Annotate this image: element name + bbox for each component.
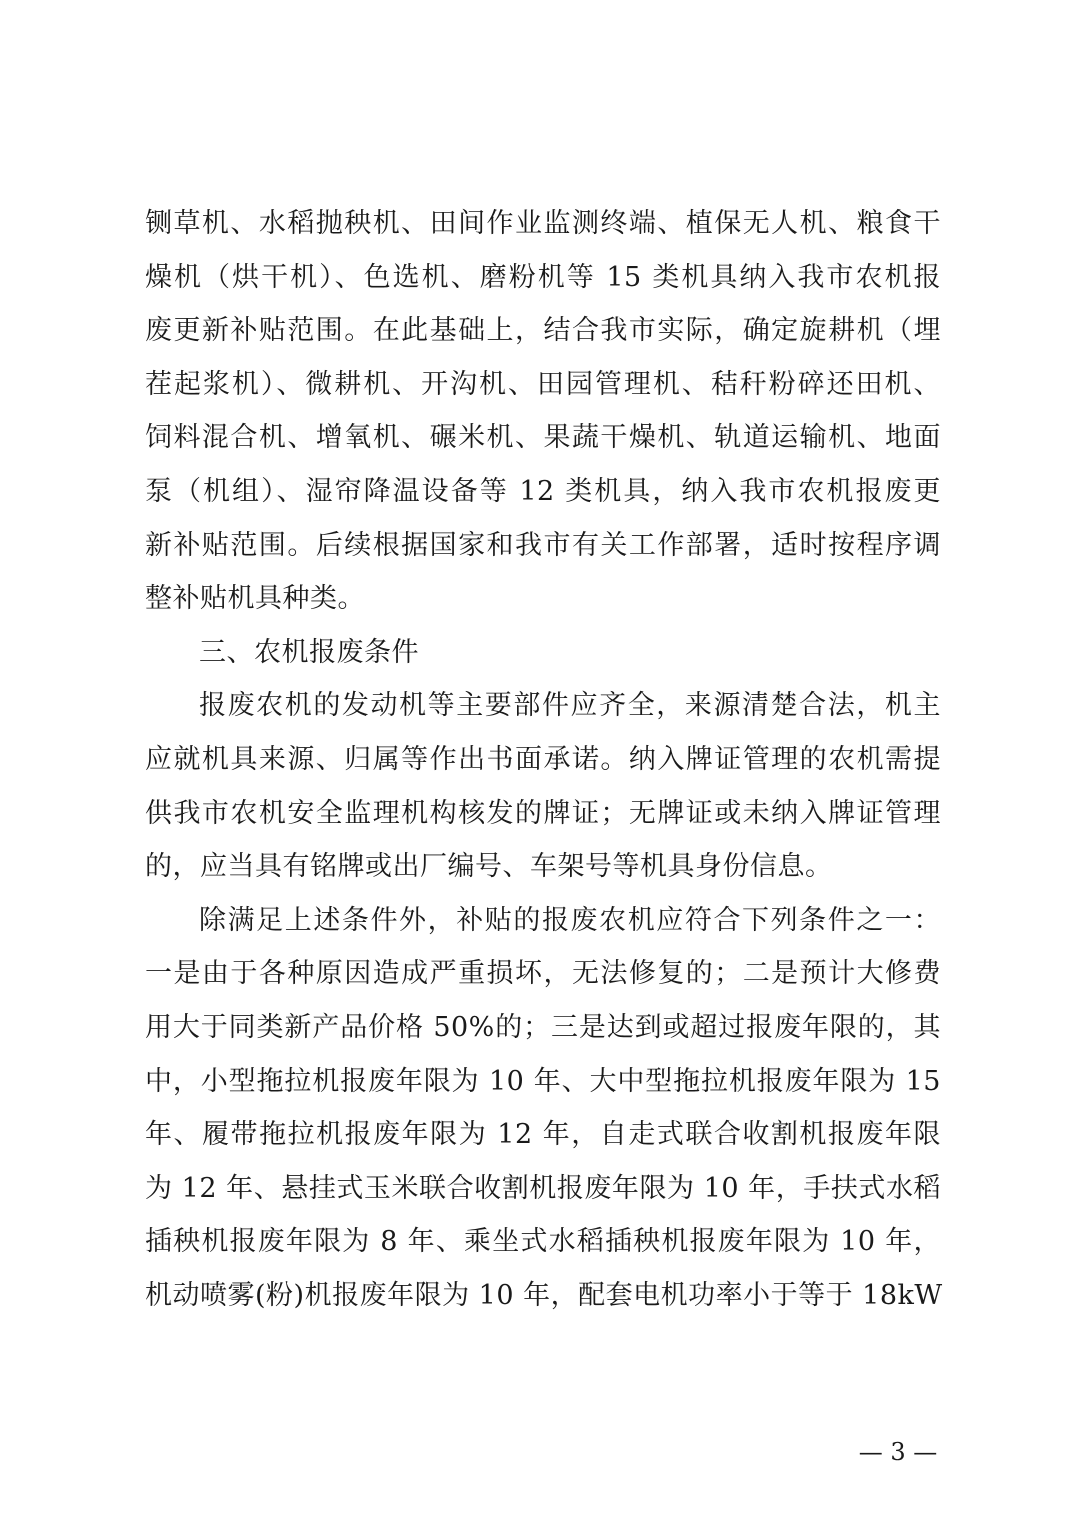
text-line: 废更新补贴范围。在此基础上，结合我市实际，确定旋耕机（埋	[145, 315, 941, 347]
text-line: 为 12 年、悬挂式玉米联合收割机报废年限为 10 年，手扶式水稻	[145, 1172, 941, 1204]
text-line: 中，小型拖拉机报废年限为 10 年、大中型拖拉机报废年限为 15	[145, 1065, 941, 1097]
text-line: 的，应当具有铭牌或出厂编号、车架号等机具身份信息。	[145, 851, 833, 883]
text-line: 一是由于各种原因造成严重损坏，无法修复的；二是预计大修费	[145, 958, 941, 990]
document-body	[145, 197, 941, 1322]
text-line: 年、履带拖拉机报废年限为 12 年，自走式联合收割机报废年限	[145, 1119, 941, 1151]
text-line: 除满足上述条件外，补贴的报废农机应符合下列条件之一：	[199, 904, 941, 936]
section-heading: 三、农机报废条件	[199, 636, 419, 668]
text-line: 新补贴范围。后续根据国家和我市有关工作部署，适时按程序调	[145, 529, 941, 561]
paragraph-scrap-conditions	[145, 894, 941, 1323]
text-line: 茬起浆机）、微耕机、开沟机、田园管理机、秸秆粉碎还田机、	[145, 368, 941, 400]
text-line: 报废农机的发动机等主要部件应齐全，来源清楚合法，机主	[199, 690, 941, 722]
page-number: — 3 —	[858, 1438, 938, 1466]
text-line: 用大于同类新产品价格 50%的；三是达到或超过报废年限的，其	[145, 1011, 941, 1043]
text-line: 供我市农机安全监理机构核发的牌证；无牌证或未纳入牌证管理	[145, 797, 941, 829]
text-line: 应就机具来源、归属等作出书面承诺。纳入牌证管理的农机需提	[145, 743, 941, 775]
text-line: 整补贴机具种类。	[145, 583, 365, 615]
text-line: 插秧机报废年限为 8 年、乘坐式水稻插秧机报废年限为 10 年，	[145, 1226, 941, 1258]
text-line: 燥机（烘干机）、色选机、磨粉机等 15 类机具纳入我市农机报	[145, 261, 941, 293]
text-line: 泵（机组）、湿帘降温设备等 12 类机具，纳入我市农机报废更	[145, 475, 941, 507]
paragraph-machine-types	[145, 197, 941, 626]
text-line: 机动喷雾(粉)机报废年限为 10 年，配套电机功率小于等于 18kW	[145, 1279, 943, 1311]
text-line: 铡草机、水稻抛秧机、田间作业监测终端、植保无人机、粮食干	[145, 208, 941, 239]
paragraph-scrap-requirements	[145, 679, 941, 893]
text-line: 饲料混合机、增氧机、碾米机、果蔬干燥机、轨道运输机、地面	[145, 422, 941, 454]
